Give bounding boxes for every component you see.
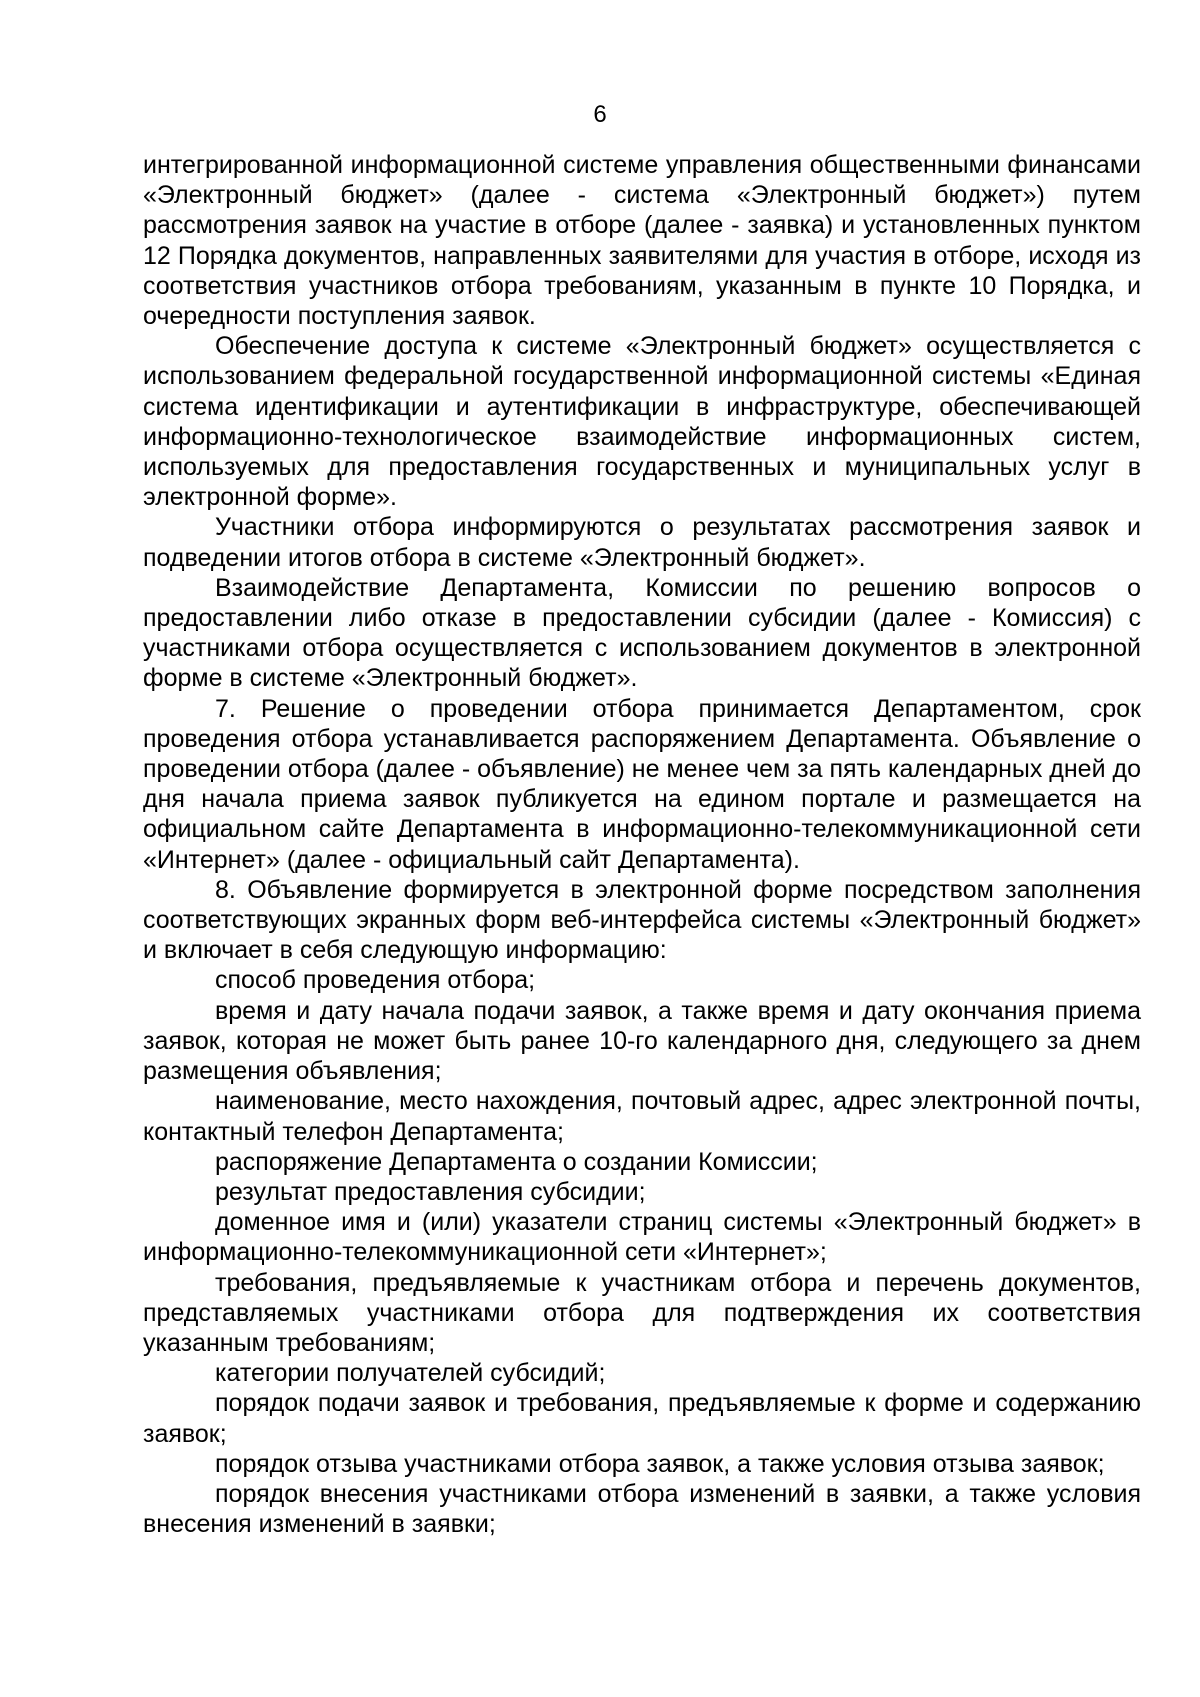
list-item: порядок отзыва участниками отбора заявок, а также условия отзыва заявок;	[215, 1449, 1105, 1478]
list-item: результат предоставления субсидии;	[215, 1177, 646, 1206]
page-number: 6	[593, 101, 607, 128]
list-item: порядок внесения участниками отбора изменений в заявки, а также условия внесения изменений в заявки;	[143, 1479, 1141, 1539]
list-item: доменное имя и (или) указатели страниц системы «Электронный бюджет» в информационно-телекоммуникационной сети «Интернет»;	[143, 1208, 1141, 1267]
paragraph: Взаимодействие Департамента, Комиссии по решению вопросов о предоставлении либо отказе в предоставлении субсидии (далее - Комиссия) с участниками отбора осуществляется с использованием документов в электронной форме в системе «Электронный бюджет».	[143, 573, 1141, 693]
paragraph: Обеспечение доступа к системе «Электронный бюджет» осуществляется с использованием федеральной государственной информационной системы «Единая система идентификации и аутентификации в инфраструктуре, обеспечивающей информационно-технологическое взаимодействие информационных систем, используемых для предоставления государственных и муниципальных услуг в электронной форме».	[143, 332, 1141, 512]
list-item: распоряжение Департамента о создании Комиссии;	[215, 1147, 818, 1176]
paragraph-item-8: 8. Объявление формируется в электронной форме посредством заполнения соответствующих экранных форм веб-интерфейса системы «Электронный бюджет» и включает в себя следующую информацию:	[143, 875, 1141, 965]
list-item: время и дату начала подачи заявок, а также время и дату окончания приема заявок, которая не может быть ранее 10-го календарного дня, следующего за днем размещения объявления;	[143, 996, 1141, 1086]
document-body	[143, 150, 1141, 1539]
list-item: порядок подачи заявок и требования, предъявляемые к форме и содержанию заявок;	[143, 1389, 1141, 1448]
paragraph: Участники отбора информируются о результатах рассмотрения заявок и подведении итогов отбора в системе «Электронный бюджет».	[143, 513, 1141, 572]
list-item: требования, предъявляемые к участникам отбора и перечень документов, представляемых участниками отбора для подтверждения их соответствия указанным требованиям;	[143, 1268, 1141, 1357]
list-item: категории получателей субсидий;	[215, 1359, 606, 1388]
paragraph-item-7: 7. Решение о проведении отбора принимается Департаментом, срок проведения отбора устанавливается распоряжением Департамента. Объявление о проведении отбора (далее - объявление) не менее чем за пять календарных дней до дня начала приема заявок публикуется на едином портале и размещается на официальном сайте Департамента в информационно-телекоммуникационной сети «Интернет» (далее - официальный сайт Департамента).	[143, 694, 1141, 874]
list-item: способ проведения отбора;	[215, 966, 536, 995]
list-item: наименование, место нахождения, почтовый адрес, адрес электронной почты, контактный телефон Департамента;	[143, 1087, 1141, 1146]
paragraph: интегрированной информационной системе управления общественными финансами «Электронный бюджет» (далее - система «Электронный бюджет») путем рассмотрения заявок на участие в отборе (далее - заявка) и установленных пунктом 12 Порядка документов, направленных заявителями для участия в отборе, исходя из соответствия участников отбора требованиям, указанным в пункте 10 Порядка, и очередности поступления заявок.	[143, 151, 1141, 331]
